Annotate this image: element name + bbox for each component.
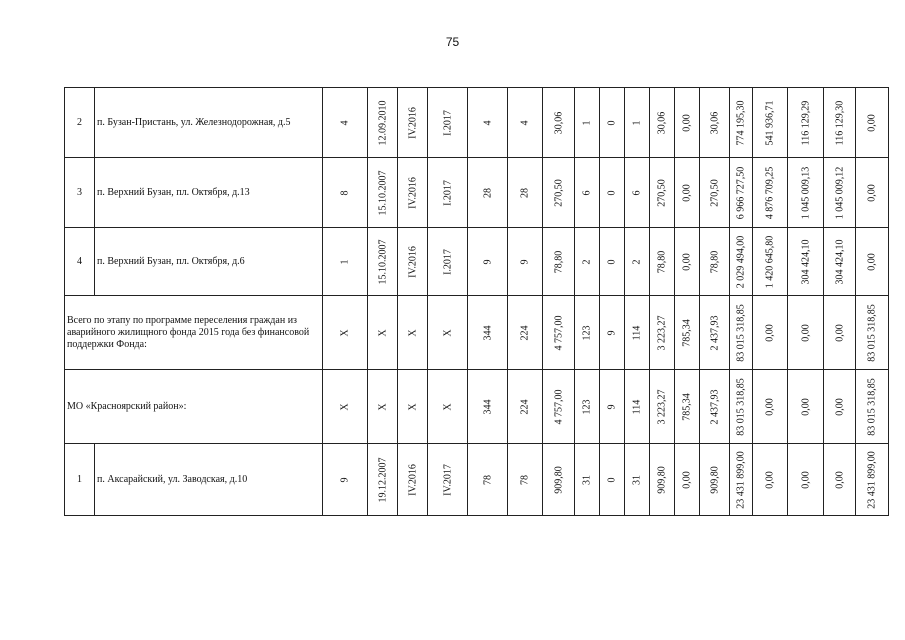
value-cell: [398, 296, 428, 370]
value-cell: [753, 158, 788, 228]
cell-value: 304 424,10: [800, 239, 811, 284]
value-cell: [575, 88, 600, 158]
cell-value: 4: [339, 120, 351, 125]
value-cell: [650, 88, 675, 158]
value-cell: [625, 88, 650, 158]
value-cell: [428, 228, 468, 296]
cell-value: 3 223,27: [656, 389, 668, 424]
cell-value: I.2017: [442, 109, 453, 136]
cell-value: 114: [631, 399, 643, 414]
page-number: 75: [445, 35, 460, 49]
cell-value: 9: [519, 259, 531, 264]
table-row: [65, 158, 889, 228]
value-cell: [575, 296, 600, 370]
value-cell: [600, 370, 625, 444]
cell-value: X: [407, 328, 418, 337]
value-cell: [856, 228, 889, 296]
value-cell: [824, 444, 856, 516]
value-cell: [625, 228, 650, 296]
cell-value: 78: [482, 474, 493, 485]
cell-value: 78,80: [709, 250, 720, 273]
cell-value: 1 045 009,13: [800, 166, 811, 219]
cell-value: 270,50: [553, 178, 564, 207]
value-cell: [675, 88, 700, 158]
value-cell: [323, 444, 368, 516]
value-cell: [753, 296, 788, 370]
value-cell: [600, 228, 625, 296]
value-cell: [675, 228, 700, 296]
cell-value: 31: [631, 474, 643, 485]
cell-value: 6 966 727,50: [735, 166, 747, 219]
value-cell: [700, 228, 730, 296]
cell-value: 83 015 318,85: [735, 303, 747, 362]
cell-value: 30,06: [709, 111, 720, 134]
value-cell: [543, 158, 575, 228]
cell-value: 224: [519, 325, 531, 340]
value-cell: [468, 370, 508, 444]
row-number: 2: [65, 88, 95, 158]
value-cell: [600, 296, 625, 370]
cell-value: 909,80: [553, 465, 564, 494]
cell-value: 83 015 318,85: [866, 303, 878, 362]
cell-value: 4: [482, 120, 493, 125]
cell-value: 83 015 318,85: [735, 377, 747, 436]
cell-value: 0: [606, 477, 618, 482]
value-cell: [468, 444, 508, 516]
cell-value: 0,00: [800, 470, 811, 489]
cell-value: 78,80: [656, 250, 668, 273]
value-cell: [398, 88, 428, 158]
value-cell: [753, 370, 788, 444]
value-cell: [730, 370, 753, 444]
value-cell: [625, 444, 650, 516]
address-cell: п. Аксарайский, ул. Заводская, д.10: [95, 444, 323, 516]
cell-value: I.2017: [442, 248, 453, 275]
cell-value: 83 015 318,85: [866, 377, 878, 436]
cell-value: 8: [339, 190, 351, 195]
cell-value: 6: [581, 190, 593, 195]
value-cell: [468, 158, 508, 228]
value-cell: [675, 296, 700, 370]
value-cell: [824, 88, 856, 158]
value-cell: [428, 88, 468, 158]
cell-value: 0,00: [866, 183, 878, 202]
value-cell: [508, 370, 543, 444]
value-cell: [323, 158, 368, 228]
cell-value: 0,00: [834, 470, 845, 489]
cell-value: 270,50: [709, 178, 720, 207]
value-cell: [543, 88, 575, 158]
value-cell: [323, 228, 368, 296]
value-cell: [788, 158, 824, 228]
cell-value: 1: [581, 120, 593, 125]
value-cell: [508, 444, 543, 516]
value-cell: [730, 296, 753, 370]
value-cell: [368, 370, 398, 444]
cell-value: IV.2016: [407, 106, 418, 139]
cell-value: 15.10.2007: [377, 170, 388, 215]
table-row: [65, 296, 889, 370]
cell-value: IV.2016: [407, 463, 418, 496]
cell-value: 28: [482, 187, 493, 198]
total-label-cell: МО «Красноярский район»:: [65, 370, 323, 444]
value-cell: [824, 158, 856, 228]
cell-value: 30,06: [553, 111, 564, 134]
value-cell: [650, 158, 675, 228]
value-cell: [730, 444, 753, 516]
cell-value: 4 876 709,25: [764, 166, 776, 219]
value-cell: [428, 296, 468, 370]
cell-value: X: [377, 328, 388, 337]
value-cell: [398, 228, 428, 296]
cell-value: IV.2016: [407, 245, 418, 278]
cell-value: X: [339, 402, 351, 411]
value-cell: [824, 228, 856, 296]
value-cell: [398, 158, 428, 228]
cell-value: 123: [581, 399, 593, 414]
cell-value: 4 757,00: [553, 315, 564, 350]
value-cell: [788, 444, 824, 516]
cell-value: 23 431 899,00: [866, 450, 878, 509]
value-cell: [543, 370, 575, 444]
cell-value: 0: [606, 190, 618, 195]
cell-value: 4: [519, 120, 531, 125]
table-row: [65, 228, 889, 296]
cell-value: 2: [581, 259, 593, 264]
cell-value: 224: [519, 399, 531, 414]
row-number: 1: [65, 444, 95, 516]
value-cell: [575, 228, 600, 296]
cell-value: 0,00: [800, 323, 811, 342]
value-cell: [824, 296, 856, 370]
cell-value: 0: [606, 259, 618, 264]
cell-value: 0,00: [866, 252, 878, 271]
value-cell: [700, 158, 730, 228]
total-label-cell: Всего по этапу по программе переселения граждан из аварийного жилищного фонда 2015 года без финансовой поддержки Фонда:: [65, 296, 323, 370]
cell-value: 1: [631, 120, 643, 125]
value-cell: [368, 228, 398, 296]
value-cell: [856, 296, 889, 370]
cell-value: 0,00: [834, 323, 845, 342]
cell-value: 0,00: [800, 397, 811, 416]
cell-value: 30,06: [656, 111, 668, 134]
cell-value: 28: [519, 187, 531, 198]
value-cell: [650, 296, 675, 370]
value-cell: [700, 444, 730, 516]
cell-value: 2 029 494,00: [735, 235, 747, 288]
table-row: [65, 370, 889, 444]
value-cell: [856, 444, 889, 516]
value-cell: [730, 158, 753, 228]
value-cell: [468, 228, 508, 296]
cell-value: 1: [339, 259, 351, 264]
value-cell: [700, 296, 730, 370]
value-cell: [368, 444, 398, 516]
value-cell: [675, 370, 700, 444]
cell-value: 344: [482, 325, 493, 340]
value-cell: [753, 228, 788, 296]
value-cell: [675, 444, 700, 516]
cell-value: 0,00: [866, 113, 878, 132]
value-cell: [625, 158, 650, 228]
cell-value: 116 129,29: [800, 100, 811, 145]
value-cell: [753, 444, 788, 516]
value-cell: [856, 158, 889, 228]
cell-value: 0,00: [764, 470, 776, 489]
cell-value: X: [442, 328, 453, 337]
cell-value: 0: [606, 120, 618, 125]
value-cell: [730, 88, 753, 158]
value-cell: [788, 296, 824, 370]
cell-value: 1 045 009,12: [834, 166, 845, 219]
value-cell: [575, 370, 600, 444]
cell-value: X: [339, 328, 351, 337]
cell-value: 9: [339, 477, 351, 482]
cell-value: IV.2017: [442, 463, 453, 496]
address-cell: п. Бузан-Пристань, ул. Железнодорожная, д.5: [95, 88, 323, 158]
value-cell: [856, 88, 889, 158]
value-cell: [788, 88, 824, 158]
cell-value: 785,34: [681, 392, 693, 421]
cell-value: 0,00: [681, 113, 693, 132]
row-number: 4: [65, 228, 95, 296]
value-cell: [700, 370, 730, 444]
cell-value: 541 936,71: [764, 100, 776, 145]
value-cell: [428, 158, 468, 228]
cell-value: 909,80: [709, 465, 720, 494]
value-cell: [650, 228, 675, 296]
cell-value: 0,00: [681, 252, 693, 271]
value-cell: [323, 370, 368, 444]
cell-value: 0,00: [834, 397, 845, 416]
value-cell: [600, 444, 625, 516]
cell-value: 9: [606, 330, 618, 335]
cell-value: 0,00: [681, 183, 693, 202]
cell-value: 123: [581, 325, 593, 340]
value-cell: [428, 370, 468, 444]
cell-value: 6: [631, 190, 643, 195]
value-cell: [824, 370, 856, 444]
value-cell: [730, 228, 753, 296]
cell-value: 19.12.2007: [377, 457, 388, 502]
value-cell: [398, 444, 428, 516]
value-cell: [753, 88, 788, 158]
cell-value: 12.09.2010: [377, 100, 388, 145]
value-cell: [788, 228, 824, 296]
cell-value: 0,00: [681, 470, 693, 489]
value-cell: [575, 444, 600, 516]
value-cell: [543, 228, 575, 296]
cell-value: 2: [631, 259, 643, 264]
cell-value: I.2017: [442, 179, 453, 206]
cell-value: 785,34: [681, 318, 693, 347]
cell-value: 1 420 645,80: [764, 235, 776, 288]
housing-relocation-table: [64, 87, 889, 516]
value-cell: [543, 296, 575, 370]
row-number: 3: [65, 158, 95, 228]
value-cell: [856, 370, 889, 444]
value-cell: [468, 88, 508, 158]
cell-value: IV.2016: [407, 176, 418, 209]
table-row: [65, 88, 889, 158]
value-cell: [428, 444, 468, 516]
cell-value: 78,80: [553, 250, 564, 273]
cell-value: 114: [631, 325, 643, 340]
cell-value: X: [442, 402, 453, 411]
value-cell: [323, 88, 368, 158]
address-cell: п. Верхний Бузан, пл. Октября, д.13: [95, 158, 323, 228]
value-cell: [323, 296, 368, 370]
cell-value: 2 437,93: [709, 315, 720, 350]
value-cell: [650, 370, 675, 444]
cell-value: 0,00: [764, 323, 776, 342]
cell-value: 344: [482, 399, 493, 414]
value-cell: [625, 370, 650, 444]
address-cell: п. Верхний Бузан, пл. Октября, д.6: [95, 228, 323, 296]
cell-value: 909,80: [656, 465, 668, 494]
table-row: [65, 444, 889, 516]
value-cell: [600, 158, 625, 228]
cell-value: 4 757,00: [553, 389, 564, 424]
value-cell: [675, 158, 700, 228]
value-cell: [368, 158, 398, 228]
value-cell: [575, 158, 600, 228]
cell-value: 31: [581, 474, 593, 485]
cell-value: 270,50: [656, 178, 668, 207]
value-cell: [788, 370, 824, 444]
value-cell: [508, 296, 543, 370]
cell-value: 78: [519, 474, 531, 485]
value-cell: [543, 444, 575, 516]
value-cell: [468, 296, 508, 370]
cell-value: 23 431 899,00: [735, 450, 747, 509]
cell-value: 2 437,93: [709, 389, 720, 424]
cell-value: 15.10.2007: [377, 239, 388, 284]
value-cell: [508, 158, 543, 228]
value-cell: [508, 228, 543, 296]
cell-value: 3 223,27: [656, 315, 668, 350]
value-cell: [650, 444, 675, 516]
value-cell: [625, 296, 650, 370]
value-cell: [508, 88, 543, 158]
value-cell: [368, 296, 398, 370]
value-cell: [398, 370, 428, 444]
value-cell: [700, 88, 730, 158]
cell-value: 9: [482, 259, 493, 264]
cell-value: X: [377, 402, 388, 411]
value-cell: [368, 88, 398, 158]
cell-value: X: [407, 402, 418, 411]
cell-value: 774 195,30: [735, 100, 747, 145]
value-cell: [600, 88, 625, 158]
cell-value: 9: [606, 404, 618, 409]
cell-value: 116 129,30: [834, 100, 845, 145]
cell-value: 304 424,10: [834, 239, 845, 284]
cell-value: 0,00: [764, 397, 776, 416]
